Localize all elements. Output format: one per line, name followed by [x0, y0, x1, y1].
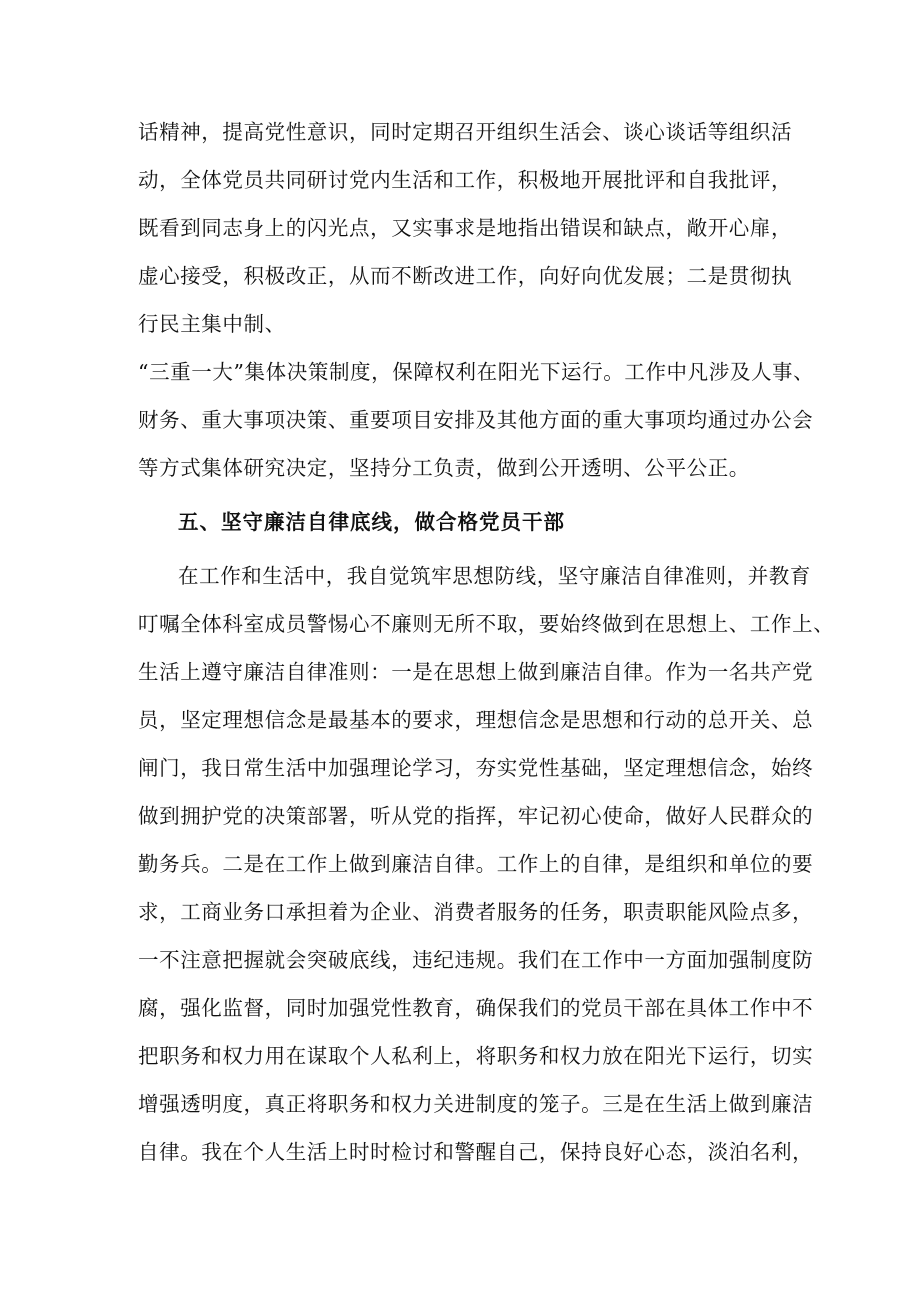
paragraph-2-line-12: 增强透明度，真正将职务和权力关进制度的笼子。三是在生活上做到廉洁 — [138, 1092, 814, 1116]
paragraph-2-line-8: 求，工商业务口承担着为企业、消费者服务的任务，职责职能风险点多， — [138, 900, 814, 924]
paragraph-2-line-7: 勤务兵。二是在工作上做到廉洁自律。工作上的自律，是组织和单位的要 — [138, 852, 814, 876]
paragraph-2-line-2: 叮嘱全体科室成员警惕心不廉则无所不取，要始终做到在思想上、工作上、 — [138, 612, 835, 636]
paragraph-1-line-3: 既看到同志身上的闪光点，又实事求是地指出错误和缺点，敞开心扉， — [138, 216, 793, 240]
paragraph-1-line-5: 行民主集中制、 — [138, 312, 286, 336]
paragraph-2-line-11: 把职务和权力用在谋取个人私利上，将职务和权力放在阳光下运行，切实 — [138, 1044, 814, 1068]
paragraph-2-line-10: 腐，强化监督，同时加强党性教育，确保我们的党员干部在具体工作中不 — [138, 996, 814, 1020]
paragraph-1-line-4: 虚心接受，积极改正，从而不断改进工作，向好向优发展；二是贯彻执 — [138, 264, 793, 288]
paragraph-2-line-3: 生活上遵守廉洁自律准则：一是在思想上做到廉洁自律。作为一名共产党 — [138, 660, 814, 684]
paragraph-2-line-4: 员，坚定理想信念是最基本的要求，理想信念是思想和行动的总开关、总 — [138, 708, 814, 732]
paragraph-2-line-1: 在工作和生活中，我自觉筑牢思想防线，坚守廉洁自律准则，并教育 — [178, 564, 811, 588]
paragraph-1-line-6: “三重一大”集体决策制度，保障权利在阳光下运行。工作中凡涉及人事、 — [138, 360, 815, 384]
paragraph-1-line-1: 话精神，提高党性意识，同时定期召开组织生活会、谈心谈话等组织活 — [138, 120, 793, 144]
section-heading: 五、坚守廉洁自律底线，做合格党员干部 — [178, 510, 565, 534]
paragraph-2-line-9: 一不注意把握就会突破底线，违纪违规。我们在工作中一方面加强制度防 — [138, 948, 814, 972]
paragraph-2-line-13: 自律。我在个人生活上时时检讨和警醒自己，保持良好心态，淡泊名利， — [138, 1140, 814, 1164]
paragraph-2-line-6: 做到拥护党的决策部署，听从党的指挥，牢记初心使命，做好人民群众的 — [138, 804, 814, 828]
paragraph-1-line-2: 动，全体党员共同研讨党内生活和工作，积极地开展批评和自我批评， — [138, 168, 793, 192]
paragraph-1-line-8: 等方式集体研究决定，坚持分工负责，做到公开透明、公平公正。 — [138, 456, 750, 480]
paragraph-1-line-7: 财务、重大事项决策、重要项目安排及其他方面的重大事项均通过办公会 — [138, 408, 814, 432]
paragraph-2-line-5: 闸门，我日常生活中加强理论学习，夯实党性基础，坚定理想信念，始终 — [138, 756, 814, 780]
